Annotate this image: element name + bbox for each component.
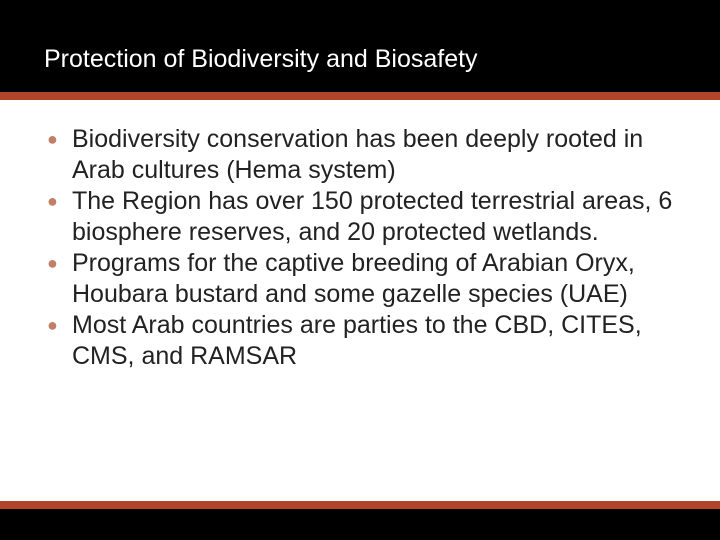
bullet-text: Most Arab countries are parties to the CBD, CITES, CMS, and RAMSAR bbox=[72, 311, 642, 370]
bullet-icon: ● bbox=[47, 191, 58, 211]
bullet-icon: ● bbox=[47, 129, 58, 149]
bullet-icon: ● bbox=[47, 253, 58, 273]
bullet-list bbox=[46, 124, 696, 372]
bullet-text: The Region has over 150 protected terrestrial areas, 6 biosphere reserves, and 20 protected wetlands. bbox=[72, 187, 673, 246]
bullet-item bbox=[46, 248, 696, 310]
bullet-text: Biodiversity conservation has been deeply rooted in Arab cultures (Hema system) bbox=[72, 125, 644, 184]
bullet-item bbox=[46, 186, 696, 248]
slide-content bbox=[0, 100, 720, 501]
bullet-item bbox=[46, 310, 696, 372]
bullet-icon: ● bbox=[47, 315, 58, 335]
title-bar bbox=[0, 0, 720, 92]
bullet-item bbox=[46, 124, 696, 186]
bullet-text: Programs for the captive breeding of Arabian Oryx, Houbara bustard and some gazelle species (UAE) bbox=[72, 249, 635, 308]
bottom-accent-rule bbox=[0, 501, 720, 509]
slide-title: Protection of Biodiversity and Biosafety bbox=[44, 45, 478, 73]
top-accent-rule bbox=[0, 92, 720, 100]
